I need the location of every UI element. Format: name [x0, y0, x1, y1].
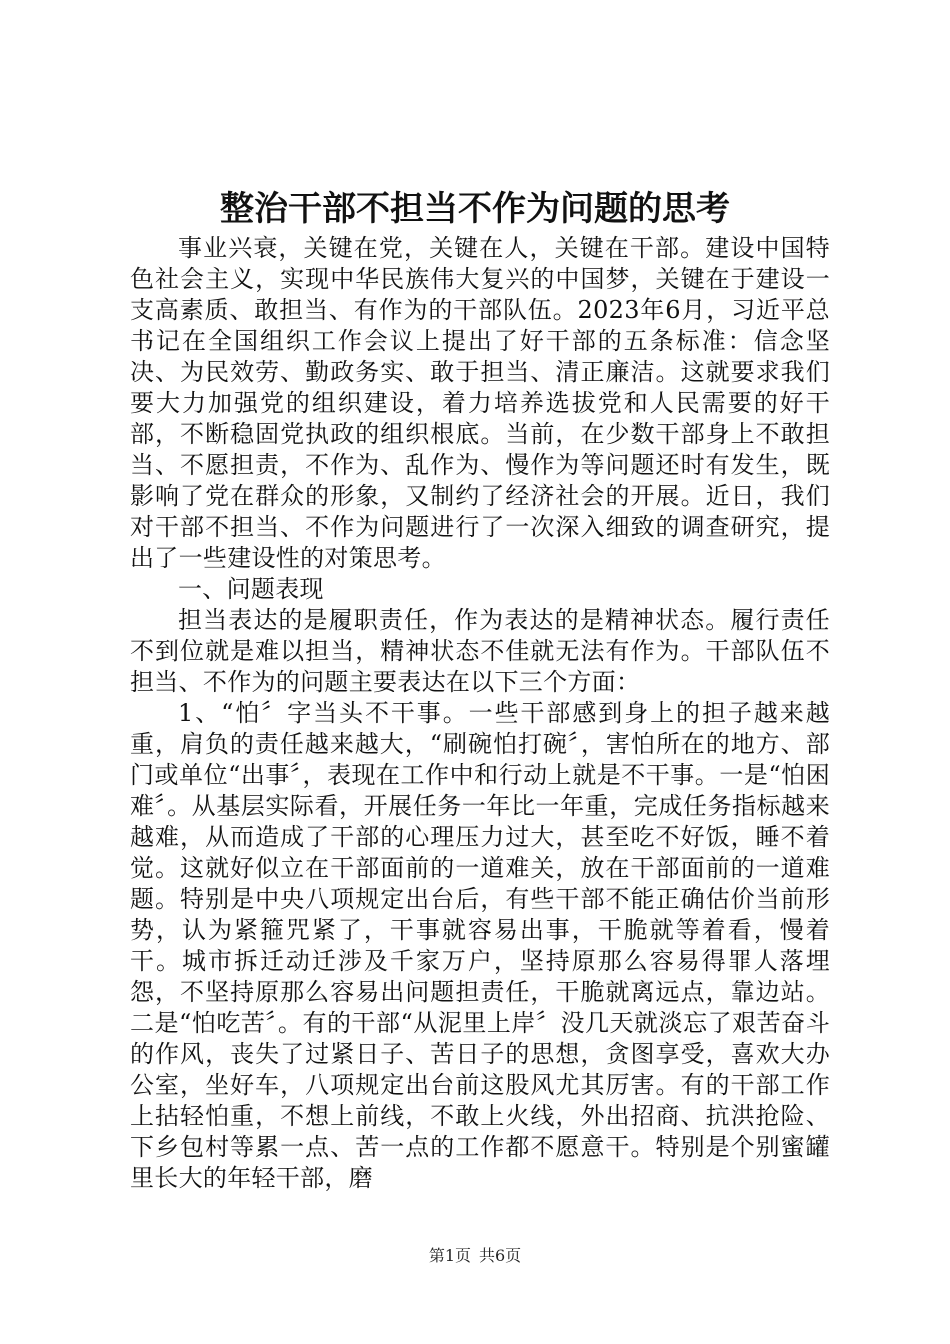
section-heading-problems: 一、问题表现 [178, 575, 324, 603]
page-number: 第1页 [428, 1246, 471, 1265]
paragraph-intro: 事业兴衰，关键在党，关键在人，关键在干部。建设中国特色社会主义，实现中华民族伟大复兴的中国梦，关键在于建设一支高素质、敢担当、有作为的干部队伍。2023年6月，习近平总书记在全国组织工作会议上提出了好干部的五条标准：信念坚决、为民效劳、勤政务实、敢于担当、清正廉洁。这就要求我们要大力加强党的组织建设，着力培养选拔党和人民需要的好干部，不断稳固党执政的组织根底。当前，在少数干部身上不敢担当、不愿担责，不作为、乱作为、慢作为等问题还时有发生，既影响了党在群众的形象，又制约了经济社会的开展。近日，我们对干部不担当、不作为问题进行了一次深入细致的调查研究，提出了一些建设性的对策思考。 [130, 234, 830, 572]
page-footer [0, 1246, 950, 1266]
document-body [130, 233, 830, 1194]
document-title: 整治干部不担当不作为问题的思考 [220, 189, 730, 229]
page-total: 共6页 [479, 1246, 522, 1265]
paragraph-overview: 担当表达的是履职责任，作为表达的是精神状态。履行责任不到位就是难以担当，精神状态不佳就无法有作为。干部队伍不担当、不作为的问题主要表达在以下三个方面： [130, 606, 830, 696]
paragraph-point-1: 1、“怕〞字当头不干事。一些干部感到身上的担子越来越重，肩负的责任越来越大，“刷碗怕打碗〞，害怕所在的地方、部门或单位“出事〞，表现在工作中和行动上就是不干事。一是“怕困难〞。从基层实际看，开展任务一年比一年重，完成任务指标越来越难，从而造成了干部的心理压力过大，甚至吃不好饭，睡不着觉。这就好似立在干部面前的一道难关，放在干部面前的一道难题。特别是中央八项规定出台后，有些干部不能正确估价当前形势，认为紧箍咒紧了，干事就容易出事，干脆就等着看，慢着干。城市拆迁动迁涉及千家万户，坚持原那么容易得罪人落埋怨，不坚持原那么容易出问题担责任，干脆就离远点，靠边站。二是“怕吃苦〞。有的干部“从泥里上岸〞没几天就淡忘了艰苦奋斗的作风，丧失了过紧日子、苦日子的思想，贪图享受，喜欢大办公室，坐好车，八项规定出台前这股风尤其厉害。有的干部工作上拈轻怕重，不想上前线，不敢上火线，外出招商、抗洪抢险、下乡包村等累一点、苦一点的工作都不愿意干。特别是个别蜜罐里长大的年轻干部，磨 [130, 699, 830, 1192]
